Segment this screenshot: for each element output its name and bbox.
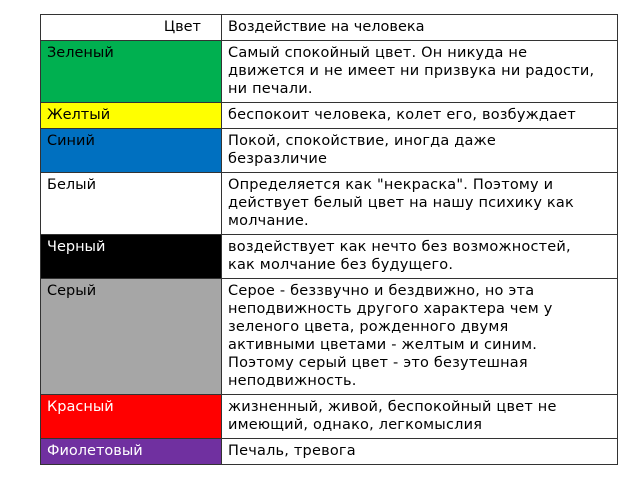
header-color: Цвет bbox=[41, 15, 222, 41]
effect-line: Печаль, тревога bbox=[228, 443, 356, 459]
effect-line: имеющий, однако, легкомыслия bbox=[228, 417, 483, 433]
table-row bbox=[41, 129, 618, 173]
effect-line: ни печали. bbox=[228, 81, 313, 97]
effect-line: Серое - беззвучно и бездвижно, но эта bbox=[228, 283, 535, 299]
effect-line: Определяется как "некраска". Поэтому и bbox=[228, 177, 554, 193]
table-row bbox=[41, 103, 618, 129]
color-name-cell: Черный bbox=[41, 235, 222, 279]
effect-cell bbox=[222, 279, 618, 395]
effect-cell bbox=[222, 395, 618, 439]
effect-line: движется и не имеет ни призвука ни радости, bbox=[228, 63, 595, 79]
effect-line: неподвижность. bbox=[228, 373, 357, 389]
table-row bbox=[41, 395, 618, 439]
effect-line: молчание. bbox=[228, 213, 309, 229]
effect-cell bbox=[222, 173, 618, 235]
color-effects-table bbox=[40, 14, 618, 465]
effect-line: активными цветами - желтым и синим. bbox=[228, 337, 538, 353]
table-row bbox=[41, 235, 618, 279]
color-name-cell: Синий bbox=[41, 129, 222, 173]
effect-line: зеленого цвета, рожденного двумя bbox=[228, 319, 509, 335]
color-name-cell: Белый bbox=[41, 173, 222, 235]
effect-line: как молчание без будущего. bbox=[228, 257, 454, 273]
effect-line: воздействует как нечто без возможностей, bbox=[228, 239, 571, 255]
color-name-cell: Фиолетовый bbox=[41, 439, 222, 465]
effect-line: беспокоит человека, колет его, возбуждает bbox=[228, 107, 576, 123]
color-name-cell: Серый bbox=[41, 279, 222, 395]
effect-line: Самый спокойный цвет. Он никуда не bbox=[228, 45, 528, 61]
table-row bbox=[41, 279, 618, 395]
table-row bbox=[41, 41, 618, 103]
effect-line: действует белый цвет на нашу психику как bbox=[228, 195, 574, 211]
table-row bbox=[41, 173, 618, 235]
effect-cell bbox=[222, 129, 618, 173]
table-row bbox=[41, 439, 618, 465]
effect-cell bbox=[222, 103, 618, 129]
effect-line: неподвижность другого характера чем у bbox=[228, 301, 553, 317]
effect-line: безразличие bbox=[228, 151, 328, 167]
effect-line: Покой, спокойствие, иногда даже bbox=[228, 133, 496, 149]
color-name-cell: Желтый bbox=[41, 103, 222, 129]
effect-cell bbox=[222, 235, 618, 279]
header-effect: Воздействие на человека bbox=[222, 15, 618, 41]
effect-cell bbox=[222, 41, 618, 103]
color-name-cell: Красный bbox=[41, 395, 222, 439]
header-row bbox=[41, 15, 618, 41]
effect-cell bbox=[222, 439, 618, 465]
color-name-cell: Зеленый bbox=[41, 41, 222, 103]
effect-line: Поэтому серый цвет - это безутешная bbox=[228, 355, 528, 371]
effect-line: жизненный, живой, беспокойный цвет не bbox=[228, 399, 557, 415]
